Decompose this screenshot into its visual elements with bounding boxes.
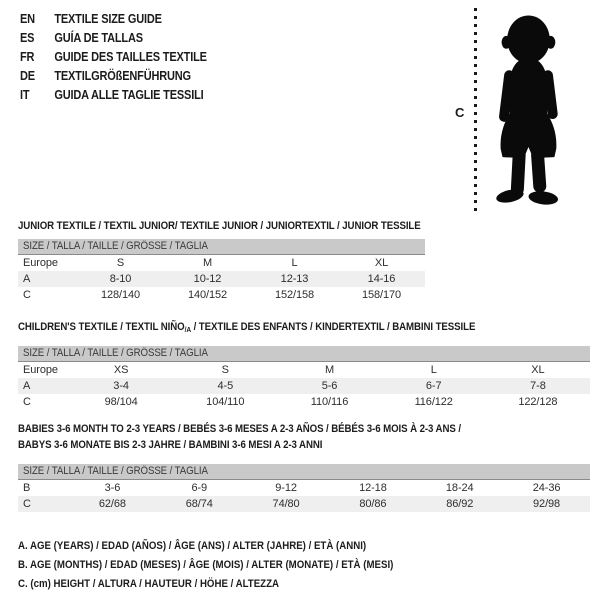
- footnote-height: C. (cm) HEIGHT / ALTURA / HAUTEUR / HÖHE / ALTEZZA: [18, 578, 280, 590]
- table-cell: 128/140: [100, 289, 141, 301]
- table-cell: 104/110: [206, 396, 245, 408]
- row-label: A: [23, 380, 31, 392]
- babies-size-table: [18, 464, 590, 512]
- table-cell: 122/128: [518, 396, 558, 408]
- table-cell: 12-18: [359, 482, 387, 494]
- table-cell: 14-16: [367, 273, 396, 285]
- language-code: DE: [20, 69, 35, 83]
- size-header-bar: [18, 239, 425, 255]
- table-cell: 140/152: [187, 289, 228, 301]
- table-row-height: [18, 287, 425, 303]
- table-cell: XL: [374, 257, 389, 269]
- row-label: C: [23, 289, 31, 301]
- children-title-post: / TEXTILE DES ENFANTS / KINDERTEXTIL / BAMBINI TESSILE: [191, 321, 476, 333]
- table-cell: XL: [531, 364, 545, 376]
- size-header-bar: [18, 346, 590, 362]
- row-label: Europe: [23, 364, 58, 376]
- children-title-sub: /A: [184, 325, 192, 334]
- language-code: IT: [20, 88, 30, 102]
- table-cell: 3-6: [104, 482, 121, 494]
- row-label: C: [23, 498, 31, 510]
- table-cell: 8-10: [109, 273, 132, 285]
- table-cell: 86/92: [446, 498, 474, 510]
- table-cell: 152/158: [274, 289, 315, 301]
- row-label: A: [23, 273, 31, 285]
- table-row-months: [18, 480, 590, 496]
- table-cell: 9-12: [275, 482, 297, 494]
- language-code: ES: [20, 31, 35, 45]
- table-cell: 68/74: [185, 498, 213, 510]
- footnote-age-months: B. AGE (MONTHS) / EDAD (MESES) / ÂGE (MOIS) / ALTER (MONATE) / ETÀ (MESI): [18, 559, 394, 571]
- table-row-age: [18, 271, 425, 287]
- height-measure-dotted-line: [474, 8, 477, 212]
- size-header-label: SIZE / TALLA / TAILLE / GRÖSSE / TAGLIA: [23, 347, 208, 359]
- table-row-europe: [18, 362, 590, 378]
- table-cell: M: [324, 364, 335, 376]
- children-title-pre: CHILDREN'S TEXTILE / TEXTIL NIÑO: [18, 321, 185, 333]
- row-label: C: [23, 396, 31, 408]
- language-row-es: [20, 29, 207, 48]
- junior-table-title: JUNIOR TEXTILE / TEXTIL JUNIOR/ TEXTILE JUNIOR / JUNIORTEXTIL / JUNIOR TESSILE: [18, 220, 421, 232]
- table-row-height: [18, 496, 590, 512]
- row-label: Europe: [23, 257, 58, 269]
- table-cell: 12-13: [280, 273, 309, 285]
- babies-table-title-line2: BABYS 3-6 MONATE BIS 2-3 JAHRE / BAMBINI 3-6 MESI A 2-3 ANNI: [18, 439, 323, 451]
- language-code: FR: [20, 50, 35, 64]
- table-cell: S: [116, 257, 125, 269]
- table-cell: 98/104: [104, 396, 138, 408]
- children-size-table: [18, 346, 590, 410]
- table-cell: 7-8: [530, 380, 546, 392]
- language-title-list: [20, 10, 232, 105]
- table-cell: 10-12: [193, 273, 222, 285]
- table-cell: 158/170: [361, 289, 402, 301]
- table-row-age: [18, 378, 590, 394]
- table-cell: 62/68: [98, 498, 126, 510]
- footnote-age-years: A. AGE (YEARS) / EDAD (AÑOS) / ÂGE (ANS) / ALTER (JAHRE) / ETÀ (ANNI): [18, 540, 367, 552]
- table-cell: 4-5: [217, 380, 234, 392]
- height-measure-label: C: [455, 105, 465, 120]
- size-header-label: SIZE / TALLA / TAILLE / GRÖSSE / TAGLIA: [23, 465, 208, 477]
- table-cell: 5-6: [321, 380, 338, 392]
- size-header-bar: [18, 464, 590, 480]
- language-row-en: [20, 10, 207, 29]
- row-label: B: [23, 482, 31, 494]
- table-cell: 18-24: [445, 482, 474, 494]
- guide-title-en: TEXTILE SIZE GUIDE: [54, 12, 162, 26]
- table-row-height: [18, 394, 590, 410]
- table-cell: 74/80: [272, 498, 300, 510]
- guide-title-de: TEXTILGRÖßENFÜHRUNG: [54, 69, 191, 83]
- table-cell: 110/116: [310, 396, 349, 408]
- table-cell: 92/98: [533, 498, 561, 510]
- language-code: EN: [20, 12, 35, 26]
- table-cell: 80/86: [359, 498, 387, 510]
- guide-title-fr: GUIDE DES TAILLES TEXTILE: [54, 50, 207, 64]
- table-cell: M: [202, 257, 213, 269]
- table-cell: L: [430, 364, 437, 376]
- table-cell: S: [221, 364, 229, 376]
- table-cell: 3-4: [113, 380, 129, 392]
- babies-table-title-line1: BABIES 3-6 MONTH TO 2-3 YEARS / BEBÉS 3-6 MESES A 2-3 AÑOS / BÉBÉS 3-6 MOIS À 2-3 ANS /: [18, 423, 461, 435]
- guide-title-it: GUIDA ALLE TAGLIE TESSILI: [54, 88, 204, 102]
- size-header-label: SIZE / TALLA / TAILLE / GRÖSSE / TAGLIA: [23, 240, 208, 252]
- baby-silhouette-image: [484, 10, 572, 208]
- children-table-title: [18, 319, 475, 338]
- table-cell: 6-7: [425, 380, 442, 392]
- table-cell: XS: [113, 364, 129, 376]
- guide-title-es: GUÍA DE TALLAS: [54, 31, 143, 45]
- junior-size-table: [18, 239, 425, 303]
- table-cell: 24-36: [532, 482, 561, 494]
- legend-footnotes: [18, 536, 600, 593]
- language-row-it: [20, 86, 207, 105]
- table-cell: 6-9: [191, 482, 208, 494]
- language-row-fr: [20, 48, 207, 67]
- table-row-europe: [18, 255, 425, 271]
- language-row-de: [20, 67, 207, 86]
- table-cell: 116/122: [414, 396, 453, 408]
- table-cell: L: [291, 257, 298, 269]
